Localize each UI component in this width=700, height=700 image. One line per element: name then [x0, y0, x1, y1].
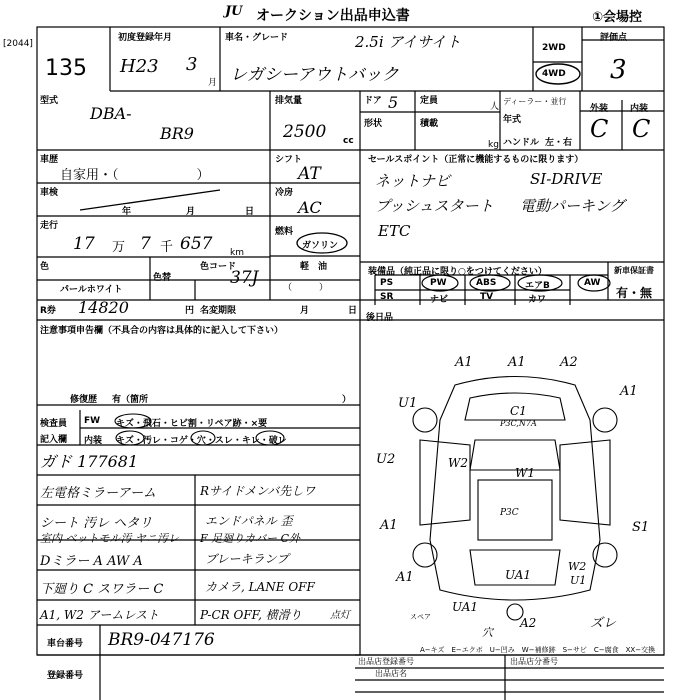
- mileage-u2: 千: [160, 240, 174, 255]
- equip-sr: SR: [380, 292, 394, 302]
- chassis-label: 車台番号: [47, 639, 84, 649]
- mark-ana: 穴: [482, 626, 493, 639]
- mark-u1-1: U1: [398, 396, 418, 411]
- handnote-1: ガド 177681: [40, 452, 139, 471]
- color-code: 37J: [230, 268, 259, 288]
- equip-airbag: エアB: [525, 281, 550, 291]
- inspection-month-unit: 月: [186, 207, 196, 217]
- mark-a2-1: A2: [560, 355, 578, 370]
- mark-w2-2: W2: [568, 560, 587, 573]
- mark-a1-3: A1: [620, 384, 638, 399]
- handnote-11: カメラ, LANE OFF: [205, 580, 315, 594]
- first-reg-year: H23: [120, 56, 159, 77]
- exterior-grade: C: [590, 115, 609, 143]
- first-reg-month: 3: [186, 54, 198, 75]
- displacement-value: 2500: [283, 122, 327, 142]
- shape-label: 形状: [364, 119, 383, 129]
- notes-label: 注意事項申告欄（不具合の内容は具体的に記入して下さい）: [40, 326, 284, 336]
- mark-a1-2: A1: [508, 355, 526, 370]
- color-change-label: 色替: [153, 273, 172, 283]
- model-label: 車名・グレード: [225, 33, 289, 43]
- lot-code: [2044]: [3, 39, 33, 49]
- equip-tv: TV: [480, 292, 494, 302]
- recycle-label: R券: [40, 306, 56, 316]
- fuel-label: 燃料: [275, 227, 294, 237]
- sales-point-1: ネットナビ: [375, 172, 451, 190]
- aircon-value: AC: [298, 198, 322, 217]
- mark-w1: W1: [515, 466, 535, 480]
- handnote-6: 室内 ベットモル汚 ヤニ汚レ: [40, 532, 179, 545]
- handnote-3: Rサイドメンバ先しワ: [200, 484, 316, 498]
- handnote-14: 点灯: [330, 610, 350, 621]
- inspection-year-unit: 年: [122, 207, 132, 217]
- sales-point-5: ETC: [378, 222, 411, 240]
- mark-w2-1: W2: [448, 456, 468, 470]
- first-reg-month-unit: 月: [208, 78, 218, 88]
- inspector-label: 検査員: [40, 419, 68, 429]
- mark-a1-1: A1: [455, 355, 473, 370]
- handnote-9: ブレーキランプ: [205, 552, 289, 566]
- logo: JU: [225, 4, 243, 19]
- displacement-unit: cc: [343, 136, 354, 146]
- handnote-13: P-CR OFF, 横滑り: [200, 608, 302, 622]
- mark-p3c-nta: P3C,N7A: [500, 419, 537, 428]
- color-value: パールホワイト: [60, 285, 123, 295]
- sales-point-3: プッシュスタート: [375, 197, 494, 215]
- capacity-label: 定員: [420, 96, 439, 106]
- shift-label: シフト: [275, 155, 303, 165]
- repair-value: 有（箇所: [112, 395, 149, 405]
- inspector-interior-options: キズ・汚レ・コゲ・穴・スレ・キレ・破レ: [116, 436, 287, 446]
- inspection-day-unit: 日: [245, 207, 255, 217]
- title-change-month: 月: [300, 306, 310, 316]
- sheet-title: オークション出品申込書: [256, 8, 410, 24]
- mark-ua1-1: UA1: [505, 568, 532, 582]
- load-label: 積載: [420, 119, 439, 129]
- equip-leather: カワ: [528, 295, 547, 305]
- usage-label: 車歴: [40, 155, 59, 165]
- mark-u2: U2: [376, 452, 396, 467]
- dealer-label: ディーラー・並行: [503, 97, 567, 106]
- handle-label: ハンドル: [503, 138, 540, 148]
- exterior-label: 外装: [590, 104, 609, 114]
- capacity-unit: 人: [490, 102, 500, 112]
- handnote-7: F 足廻りカバー C外: [200, 532, 301, 545]
- title-change-day: 日: [348, 306, 358, 316]
- title-change-label: 名変期限: [200, 306, 237, 316]
- inspection-label: 車検: [40, 188, 59, 198]
- doors-value: 5: [388, 93, 399, 112]
- sales-point-4: 電動パーキング: [520, 197, 625, 215]
- usage-value: 自家用・（ ）: [60, 168, 210, 183]
- handnote-2: 左電格ミラーアーム: [40, 486, 156, 501]
- handnote-12: A1, W2 アームレスト: [40, 608, 159, 622]
- model-grade: 2.5i アイサイト: [355, 33, 462, 51]
- type-line1: DBA-: [90, 104, 132, 123]
- handnote-8: Dミラー A AW A: [40, 554, 143, 569]
- inspector-fw: FW: [84, 416, 101, 426]
- score-label: 評価点: [600, 33, 628, 43]
- handnote-4: シート 汚レ ヘタリ: [40, 516, 153, 531]
- equip-aw: AW: [584, 278, 601, 288]
- fuel-gas: ガソリン: [302, 241, 339, 251]
- shift-value: AT: [298, 164, 321, 184]
- handle-value: 左・右: [545, 138, 573, 148]
- mileage-d1: 17: [73, 234, 95, 254]
- equip-ps: PS: [380, 278, 394, 288]
- mileage-unit: km: [230, 248, 244, 258]
- color-code-label: 色コード: [200, 262, 237, 272]
- inspector-fw-options: キズ・飛石・ヒビ割・リペア跡・×要: [116, 419, 268, 429]
- mileage-u1: 万: [112, 240, 126, 255]
- new-car-label: 新車保証書: [614, 266, 654, 275]
- mileage-label: 走行: [40, 221, 59, 231]
- handnote-10: 下廻り C スワラー C: [40, 582, 164, 597]
- type-label: 型式: [40, 96, 59, 106]
- aircon-label: 冷房: [275, 188, 294, 198]
- repair-close: ）: [342, 395, 352, 405]
- mark-a2-2: A2: [520, 616, 537, 630]
- chassis-value: BR9-047176: [108, 630, 215, 650]
- sales-point-2: SI-DRIVE: [530, 170, 603, 188]
- exhibitor-no-label: 出品店分番号: [510, 657, 558, 666]
- drive-4wd: 4WD: [542, 69, 566, 79]
- mark-a1-4: A1: [380, 518, 398, 533]
- fuel-other: （ ）: [283, 283, 329, 293]
- mark-s1: S1: [632, 520, 650, 535]
- mileage-d3: 657: [180, 234, 213, 254]
- damage-legend: A−キズ E−エクボ U−凹み W−補修跡 S−サビ C−腐食 XX−交換: [420, 646, 656, 654]
- copy-label: ①会場控: [592, 10, 643, 25]
- equip-abs: ABS: [476, 278, 497, 288]
- doors-label: ドア: [364, 96, 382, 106]
- inspector-interior: 内装: [84, 436, 103, 446]
- mark-zure: ズレ: [590, 616, 617, 631]
- interior-label: 内装: [630, 104, 649, 114]
- color-label: 色: [40, 262, 50, 272]
- type-line2: BR9: [160, 124, 194, 143]
- exhibitor-label: 出品店登録番号: [358, 657, 414, 666]
- repair-label: 修復歴: [70, 395, 98, 405]
- equip-pw: PW: [430, 278, 447, 288]
- mark-a1-5: A1: [396, 570, 414, 585]
- first-reg-label: 初度登録年月: [118, 33, 173, 43]
- rear-seat-label: 後日品: [366, 313, 394, 323]
- equip-navi: ナビ: [430, 295, 449, 305]
- mark-p3c: P3C: [500, 508, 519, 518]
- record-label: 記入欄: [40, 435, 68, 445]
- model-year-label: 年式: [503, 115, 522, 125]
- model-name: レガシーアウトバック: [230, 65, 399, 85]
- drive-2wd: 2WD: [542, 43, 566, 53]
- registration-label: 登録番号: [47, 671, 84, 681]
- sales-points-label: セールスポイント（正常に機能するものに限ります）: [368, 155, 584, 165]
- equipment-label: 装備品（純正品に限り○をつけてください）: [368, 267, 547, 277]
- seller-label: 出品店名: [375, 669, 407, 678]
- mileage-d2: 7: [140, 234, 151, 254]
- displacement-label: 排気量: [275, 96, 303, 106]
- recycle-value: 14820: [78, 298, 129, 317]
- new-car-value: 有・無: [616, 286, 653, 300]
- mark-u1-2: U1: [570, 574, 587, 587]
- mark-ua1-2: UA1: [452, 600, 479, 614]
- handnote-5: エンドパネル 歪: [205, 514, 293, 528]
- load-unit: kg: [488, 140, 499, 150]
- lot-number: 135: [45, 56, 87, 81]
- mark-c1: C1: [510, 404, 527, 418]
- score-value: 3: [610, 55, 627, 85]
- recycle-unit: 円: [185, 306, 195, 316]
- interior-grade: C: [632, 115, 651, 143]
- spare-label: スペア: [410, 613, 431, 621]
- fuel-diesel: 軽 油: [300, 262, 328, 272]
